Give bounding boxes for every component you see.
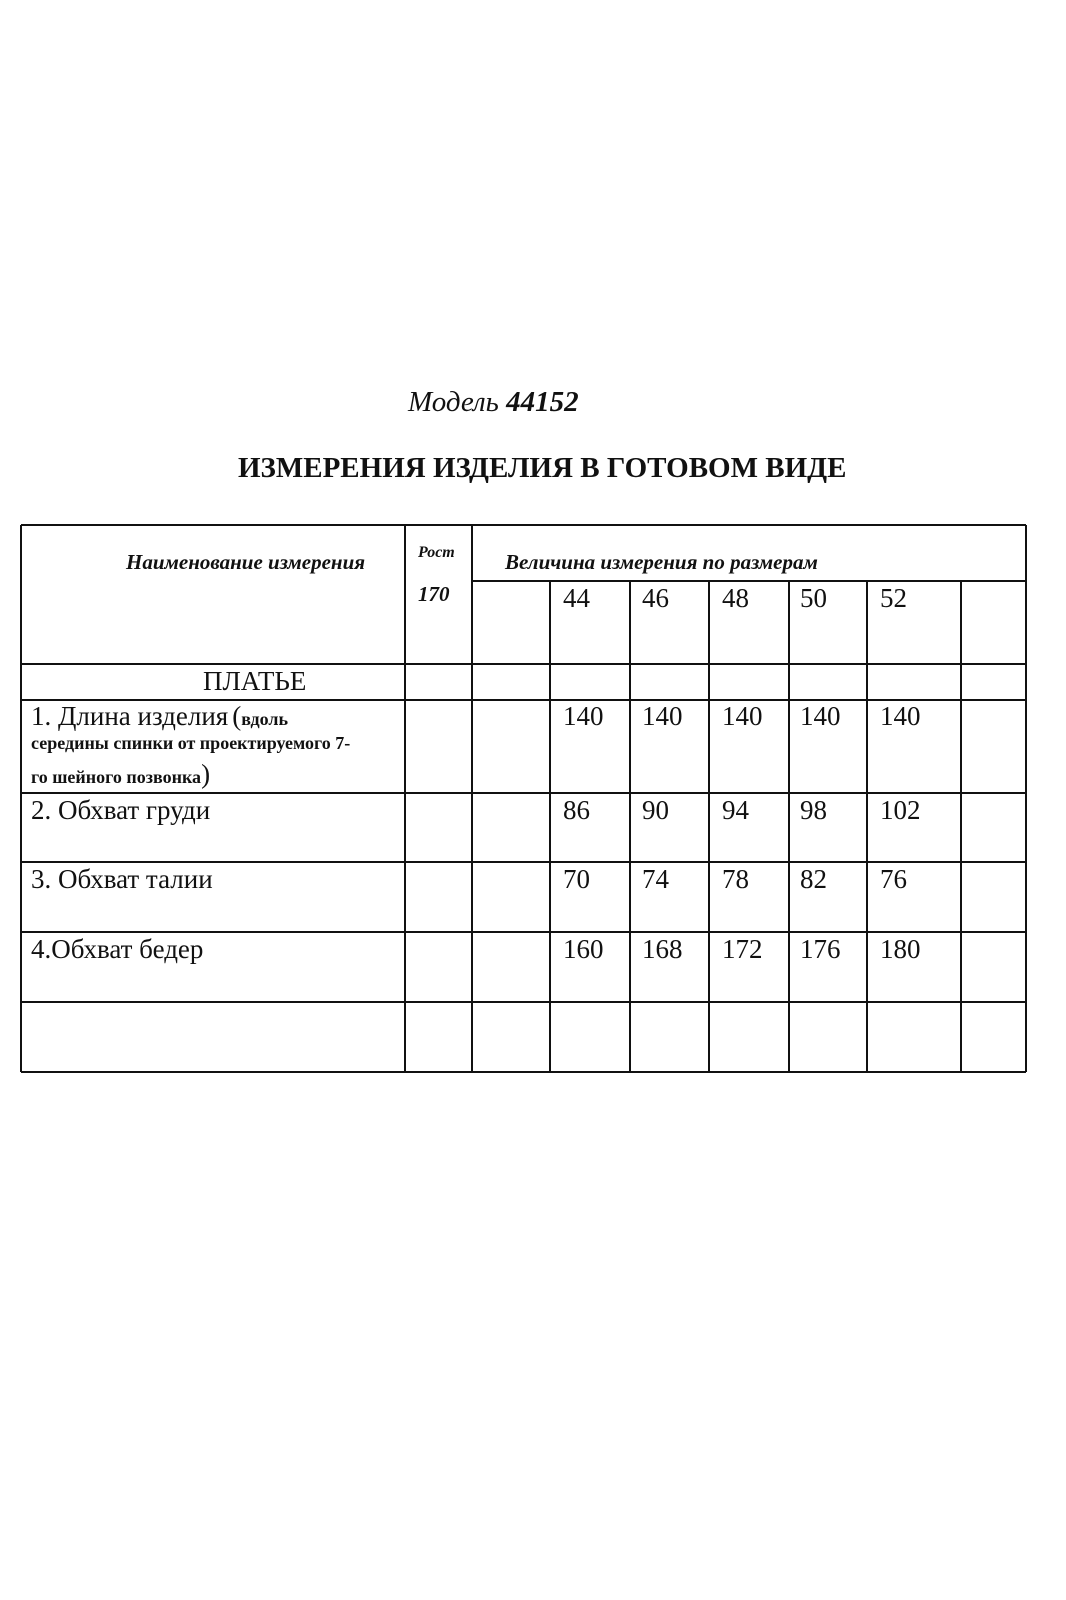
section-title: ПЛАТЬЕ (203, 666, 307, 696)
size-header-44: 44 (563, 583, 590, 613)
row-2-label: 2. Обхват груди (31, 795, 211, 825)
row-3-size-52: 76 (880, 864, 907, 894)
sizes-header: Величина измерения по размерам (505, 550, 818, 574)
size-header-52: 52 (880, 583, 907, 613)
model-heading (408, 386, 579, 419)
row-2-size-44: 86 (563, 795, 590, 825)
row-1-note-2: середины спинки от проектируемого 7- (31, 733, 351, 753)
document-title: ИЗМЕРЕНИЯ ИЗДЕЛИЯ В ГОТОВОМ ВИДЕ (238, 452, 847, 484)
row-4-size-50: 176 (800, 934, 841, 964)
row-3-size-46: 74 (642, 864, 669, 894)
row-1-note-1: вдоль (241, 709, 288, 729)
model-number: 44152 (506, 386, 579, 418)
row-1-open-paren: ( (232, 701, 242, 731)
row-1-close-paren: ) (201, 759, 211, 789)
row-1-size-48: 140 (722, 701, 763, 731)
row-1-note-3: го шейного позвонка (31, 767, 202, 787)
row-4-label: 4.Обхват бедер (31, 934, 204, 964)
row-4-size-52: 180 (880, 934, 921, 964)
row-4-size-48: 172 (722, 934, 763, 964)
row-2-size-52: 102 (880, 795, 921, 825)
row-3-size-50: 82 (800, 864, 827, 894)
row-4-size-44: 160 (563, 934, 604, 964)
height-label: Рост (418, 544, 455, 561)
row-1-label: 1. Длина изделия (31, 701, 229, 731)
size-header-50: 50 (800, 583, 827, 613)
size-header-48: 48 (722, 583, 749, 613)
row-3-size-48: 78 (722, 864, 749, 894)
row-1-size-50: 140 (800, 701, 841, 731)
row-1-size-52: 140 (880, 701, 921, 731)
row-label-length (31, 703, 393, 789)
size-header-46: 46 (642, 583, 669, 613)
model-label: Модель (408, 386, 499, 418)
row-4-size-46: 168 (642, 934, 683, 964)
row-3-label: 3. Обхват талии (31, 864, 213, 894)
row-3-size-44: 70 (563, 864, 590, 894)
height-value: 170 (418, 582, 450, 606)
row-1-size-44: 140 (563, 701, 604, 731)
row-2-size-50: 98 (800, 795, 827, 825)
row-2-size-46: 90 (642, 795, 669, 825)
row-1-size-46: 140 (642, 701, 683, 731)
measurement-name-header: Наименование измерения (126, 550, 366, 574)
row-2-size-48: 94 (722, 795, 749, 825)
